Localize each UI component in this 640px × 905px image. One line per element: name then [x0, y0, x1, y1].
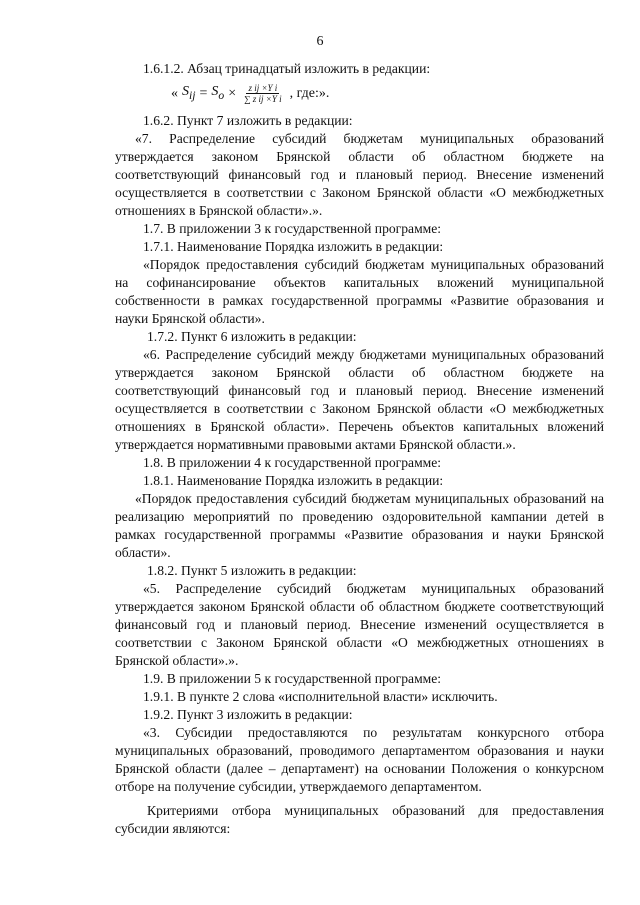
formula-times: × [228, 85, 237, 101]
formula [171, 82, 604, 106]
formula-tail: , где:». [289, 85, 330, 101]
paragraph: 1.6.2. Пункт 7 изложить в редакции: [143, 112, 353, 128]
formula-denominator: ∑ z ij ×Y i [244, 94, 282, 105]
paragraph: «Порядок предоставления субсидий бюджетам муниципальных образований на реализацию мероприятий по проведению оздоровительной кампании детей в рамках государственной программы «Развитие образования и науки Брянской области». [115, 490, 604, 560]
paragraph: «6. Распределение субсидий между бюджетами муниципальных образований утверждается законом Брянской области об областном бюджете на соответствующий финансовый год и плановый период. Внесение изменений осуществляется в соответствии с Законом Брянской области «О межбюджетных отношениях в Брянской области». Перечень объектов капитальных вложений утверждается нормативными правовыми актами Брянской области.». [115, 346, 604, 452]
paragraph: 1.9.1. В пункте 2 слова «исполнительной власти» исключить. [143, 688, 498, 704]
page-number: 6 [316, 34, 324, 49]
paragraph: «7. Распределение субсидий бюджетам муниципальных образований утверждается законом Брянской области об областном бюджете на соответствующий финансовый год и плановый период. Внесение изменений осуществляется в соответствии с Законом Брянской области «О межбюджетных отношениях в Брянской области».». [115, 130, 604, 218]
paragraph: 1.7. В приложении 3 к государственной программе: [143, 220, 442, 236]
paragraph: Критериями отбора муниципальных образований для предоставления субсидии являются: [115, 802, 604, 836]
paragraph: 1.6.1.2. Абзац тринадцатый изложить в редакции: [143, 61, 431, 76]
paragraph: 1.8. В приложении 4 к государственной программе: [143, 454, 442, 470]
formula-numerator: z ij ×Y i [248, 83, 278, 94]
paragraph: 1.7.1. Наименование Порядка изложить в редакции: [143, 238, 444, 254]
paragraph: «Порядок предоставления субсидий бюджетам муниципальных образований на софинансирование объектов капитальных вложений муниципальной собственности в рамках государственной программы «Развитие образования и науки Брянской области». [115, 256, 604, 326]
paragraph: 1.7.2. Пункт 6 изложить в редакции: [147, 328, 357, 344]
formula-equals: = [199, 85, 208, 101]
formula-so: $S_o$ [211, 84, 225, 102]
formula-lhs: $S_{ij}$ [182, 84, 196, 102]
paragraph: 1.8.2. Пункт 5 изложить в редакции: [147, 562, 357, 578]
paragraph: 1.9.2. Пункт 3 изложить в редакции: [143, 706, 353, 722]
paragraph: «3. Субсидии предоставляются по результатам конкурсного отбора муниципальных образований, проводимого департаментом образования и науки Брянской области (далее – департамент) на основании Положения о конкурсном отборе на получение субсидии, утверждаемого департаментом. [115, 724, 604, 794]
formula-fraction [242, 83, 284, 104]
paragraph: «5. Распределение субсидий бюджетам муниципальных образований утверждается законом Брянской области об областном бюджете соответствующий финансовый год и плановый период. Внесение изменений осуществляется в соответствии с Законом Брянской области «О межбюджетных отношениях в Брянской области».». [115, 580, 604, 668]
paragraph: 1.9. В приложении 5 к государственной программе: [143, 670, 442, 686]
paragraph: 1.8.1. Наименование Порядка изложить в редакции: [143, 472, 444, 488]
formula-open-quote: « [171, 85, 178, 101]
document-body [115, 60, 604, 838]
